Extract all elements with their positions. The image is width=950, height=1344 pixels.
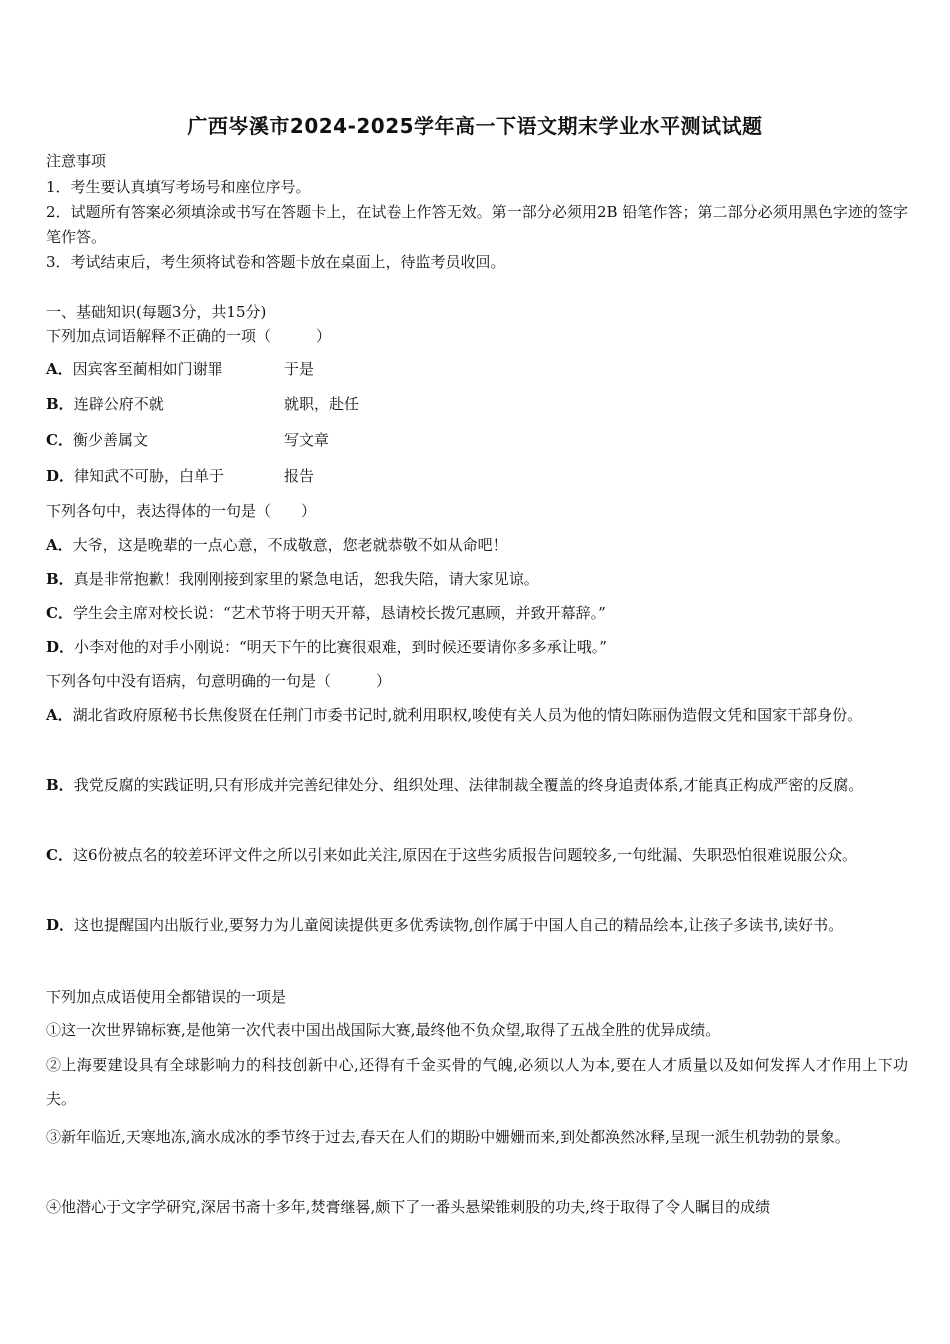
option-term: 因宾客至蔺相如门谢罪	[72, 360, 223, 378]
option-letter: C．	[46, 431, 73, 449]
q4-item-2: ②上海要建设具有全球影响力的科技创新中心,还得有千金买骨的气魄,必须以人为本,要在人才质量以及如何发挥人才作用上下功夫。	[46, 1056, 908, 1108]
option-letter: D．	[46, 467, 75, 485]
option-letter: A．	[46, 536, 73, 554]
q2-option-b	[46, 569, 539, 589]
q1-option-a-meaning: 于是	[284, 360, 315, 378]
notice-item-3: 3．考试结束后，考生须将试卷和答题卡放在桌面上，待监考员收回。	[46, 253, 506, 271]
q4-item-4: ④他潜心于文字学研究,深居书斋十多年,焚膏继晷,颇下了一番头悬梁锥刺股的功夫,终于取得了令人瞩目的成绩	[46, 1198, 771, 1216]
q1-option-b-meaning: 就职，赴任	[284, 395, 360, 413]
q2-option-d	[46, 637, 607, 657]
q4-item-1: ①这一次世界锦标赛,是他第一次代表中国出战国际大赛,最终他不负众望,取得了五战全胜的优异成绩。	[46, 1021, 721, 1039]
option-text: 这也提醒国内出版行业,要努力为儿童阅读提供更多优秀读物,创作属于中国人自己的精品绘本,让孩子多读书,读好书。	[74, 916, 844, 934]
option-letter: C．	[46, 846, 73, 864]
option-text: 我党反腐的实践证明,只有形成并完善纪律处分、组织处理、法律制裁全覆盖的终身追责体系,才能真正构成严密的反腐。	[73, 776, 864, 794]
q2-option-a	[46, 535, 508, 555]
option-letter: D．	[46, 916, 75, 934]
section-heading: 一、基础知识(每题3分，共15分)	[46, 303, 267, 321]
option-letter: D．	[46, 638, 75, 656]
q4-item-3: ③新年临近,天寒地冻,滴水成冰的季节终于过去,春天在人们的期盼中姗姗而来,到处都涣然冰释,呈现一派生机勃勃的景象。	[46, 1128, 850, 1146]
notice-item-1: 1．考生要认真填写考场号和座位序号。	[46, 178, 311, 196]
q3-stem: 下列各句中没有语病，句意明确的一句是（ ）	[46, 672, 392, 690]
q1-option-d	[46, 466, 224, 486]
q3-option-a	[46, 698, 908, 732]
option-text: 学生会主席对校长说：“艺术节将于明天开幕，恳请校长拨冗惠顾，并致开幕辞。”	[72, 604, 606, 622]
option-term: 律知武不可胁，白单于	[74, 467, 225, 485]
option-text: 湖北省政府原秘书长焦俊贤在任荆门市委书记时,就利用职权,唆使有关人员为他的情妇陈丽伪造假文凭和国家干部身份。	[72, 706, 863, 724]
q1-option-c-meaning: 写文章	[284, 431, 330, 449]
q3-option-b	[46, 768, 908, 802]
notice-heading: 注意事项	[46, 152, 107, 170]
option-letter: A．	[46, 706, 73, 724]
q3-option-d	[46, 908, 908, 942]
option-term: 衡少善属文	[72, 431, 148, 449]
option-letter: B．	[46, 776, 74, 794]
q1-option-d-meaning: 报告	[284, 467, 315, 485]
q1-option-a	[46, 359, 223, 379]
option-text: 真是非常抱歉！我刚刚接到家里的紧急电话，恕我失陪，请大家见谅。	[73, 570, 539, 588]
q4-stem: 下列加点成语使用全都错误的一项是	[46, 988, 287, 1006]
option-text: 这6份被点名的较差环评文件之所以引来如此关注,原因在于这些劣质报告问题较多,一句纰漏、失职恐怕很难说服公众。	[72, 846, 858, 864]
q2-option-c	[46, 603, 606, 623]
page-title: 广西岑溪市2024-2025学年高一下语文期末学业水平测试试题	[187, 114, 763, 138]
option-letter: B．	[46, 395, 74, 413]
q2-stem: 下列各句中，表达得体的一句是（ ）	[46, 502, 317, 520]
option-term: 连辟公府不就	[73, 395, 164, 413]
q1-option-b	[46, 394, 164, 414]
option-letter: B．	[46, 570, 74, 588]
q3-option-c	[46, 838, 908, 872]
option-letter: A．	[46, 360, 73, 378]
q1-option-c	[46, 430, 148, 450]
option-text: 小李对他的对手小刚说：“明天下午的比赛很艰难，到时候还要请你多多承让哦。”	[74, 638, 607, 656]
q1-stem: 下列加点词语解释不正确的一项（ ）	[46, 327, 332, 345]
notice-item-2: 2．试题所有答案必须填涂或书写在答题卡上，在试卷上作答无效。第一部分必须用2B 铅笔作答；第二部分必须用黑色字迹的签字笔作答。	[46, 203, 908, 246]
option-text: 大爷，这是晚辈的一点心意，不成敬意，您老就恭敬不如从命吧！	[72, 536, 508, 554]
option-letter: C．	[46, 604, 73, 622]
